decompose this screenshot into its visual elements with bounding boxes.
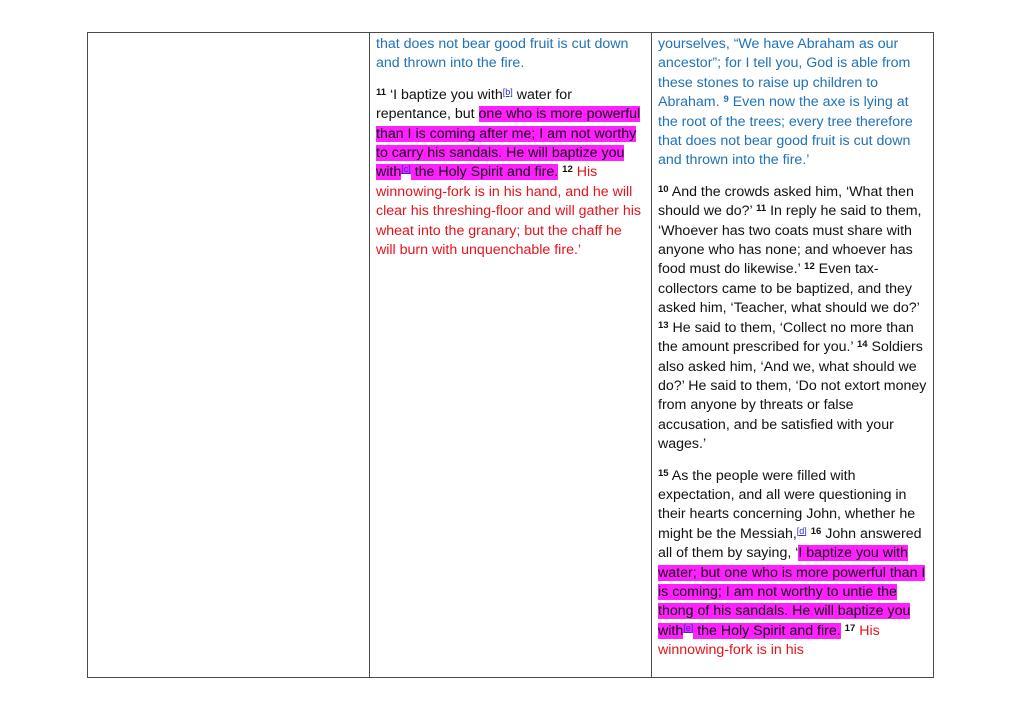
footnote-link[interactable]: [e] bbox=[683, 622, 694, 633]
verse-text: And the crowds asked him, ‘What then should we do?’ bbox=[658, 183, 914, 220]
footnote-link[interactable]: [b] bbox=[502, 86, 513, 97]
verse-number: 12 bbox=[562, 164, 573, 176]
column-matthew bbox=[370, 33, 652, 678]
verse-number: 10 bbox=[658, 183, 669, 195]
verse-text: yourselves, “We have Abraham as our ancestor”; for I tell you, God is able from these stones to raise up children to Abraham. bbox=[658, 36, 911, 111]
verse-text: As the people were filled with expectation, and all were questioning in their hearts concerning John, whether he might be the Messiah, bbox=[658, 467, 916, 542]
footnote-link[interactable]: [d] bbox=[796, 525, 807, 536]
verse-text: ‘I baptize you with bbox=[386, 86, 503, 103]
paragraph bbox=[658, 467, 927, 661]
verse-text: Even now the axe is lying at the root of the trees; every tree therefore that does not bear good fruit is cut down and thrown into the fire.’ bbox=[658, 94, 913, 169]
footnote-link[interactable]: [c] bbox=[401, 164, 411, 175]
verse-number: 12 bbox=[804, 261, 815, 273]
column-empty bbox=[88, 33, 370, 678]
verse-text: John answered all of them by saying, ‘ bbox=[658, 525, 922, 562]
verse-text: Soldiers also asked him, ‘And we, what should we do?’ He said to them, ‘Do not extort money from anyone by threats or false accusation, and be satisfied with your wages.’ bbox=[658, 339, 927, 453]
paragraph: that does not bear good fruit is cut down and thrown into the fire. bbox=[376, 36, 629, 72]
verse-number: 15 bbox=[658, 467, 669, 479]
verse-number: 16 bbox=[810, 525, 822, 537]
highlighted-text: the Holy Spirit and fire. bbox=[410, 164, 559, 181]
verse-number: 11 bbox=[756, 203, 767, 215]
verse-number: 14 bbox=[857, 339, 868, 351]
gospel-parallel-table bbox=[87, 32, 934, 678]
highlighted-text: the Holy Spirit and fire. bbox=[693, 622, 841, 639]
verse-text: In reply he said to them, ‘Whoever has two coats must share with anyone who has none; and whoever has food must do likewise.’ bbox=[658, 203, 922, 278]
highlighted-text: I baptize you with water; but one who is more powerful than I is coming; I am not worthy to untie the thong of his sandals. He will baptize you with bbox=[658, 545, 926, 639]
verse-text: His winnowing-fork is in his hand, and he will clear his threshing-floor and will gather his wheat into the granary; but the chaff he will burn with unquenchable fire.’ bbox=[376, 164, 641, 259]
verse-number: 13 bbox=[658, 319, 669, 331]
verse-number: 9 bbox=[723, 94, 729, 106]
paragraph bbox=[658, 183, 927, 455]
verse-number: 17 bbox=[844, 622, 856, 634]
table-row bbox=[88, 33, 934, 678]
verse-text: He said to them, ‘Collect no more than the amount prescribed for you.’ bbox=[658, 319, 914, 356]
verse-number: 11 bbox=[376, 86, 387, 98]
highlighted-text: one who is more powerful than I is coming after me; I am not worthy to carry his sandals. He will baptize you with bbox=[376, 106, 641, 181]
verse-text: Even tax-collectors came to be baptized, and they asked him, ‘Teacher, what should we do?’ bbox=[658, 261, 920, 317]
column-luke bbox=[652, 33, 934, 678]
paragraph bbox=[376, 86, 645, 261]
verse-text: His winnowing-fork is in his bbox=[658, 622, 880, 659]
verse-text: water for repentance, but bbox=[376, 86, 572, 123]
paragraph bbox=[658, 35, 927, 171]
